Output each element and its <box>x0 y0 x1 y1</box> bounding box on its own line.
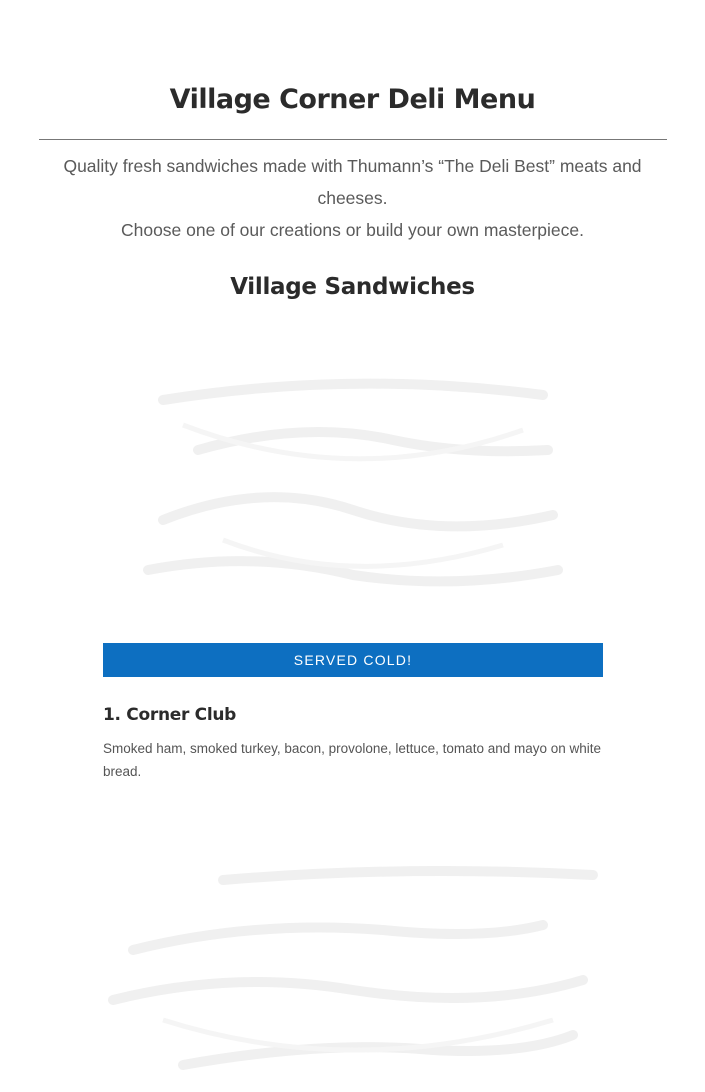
sandwich-image-2 <box>103 850 603 1092</box>
item-name: 1. Corner Club <box>103 705 237 725</box>
intro-text <box>55 150 650 246</box>
intro-line-2: Choose one of our creations or build your own masterpiece. <box>120 220 585 240</box>
page-title: Village Corner Deli Menu <box>169 84 536 115</box>
sandwich-image <box>103 340 603 630</box>
served-cold-badge: SERVED COLD! <box>103 643 603 677</box>
section-title: Village Sandwiches <box>230 274 475 300</box>
title-divider <box>39 139 667 140</box>
intro-line-1: Quality fresh sandwiches made with Thumann’s “The Deli Best” meats and cheeses. <box>63 156 642 208</box>
item-description: Smoked ham, smoked turkey, bacon, provolone, lettuce, tomato and mayo on white bread. <box>103 741 602 779</box>
